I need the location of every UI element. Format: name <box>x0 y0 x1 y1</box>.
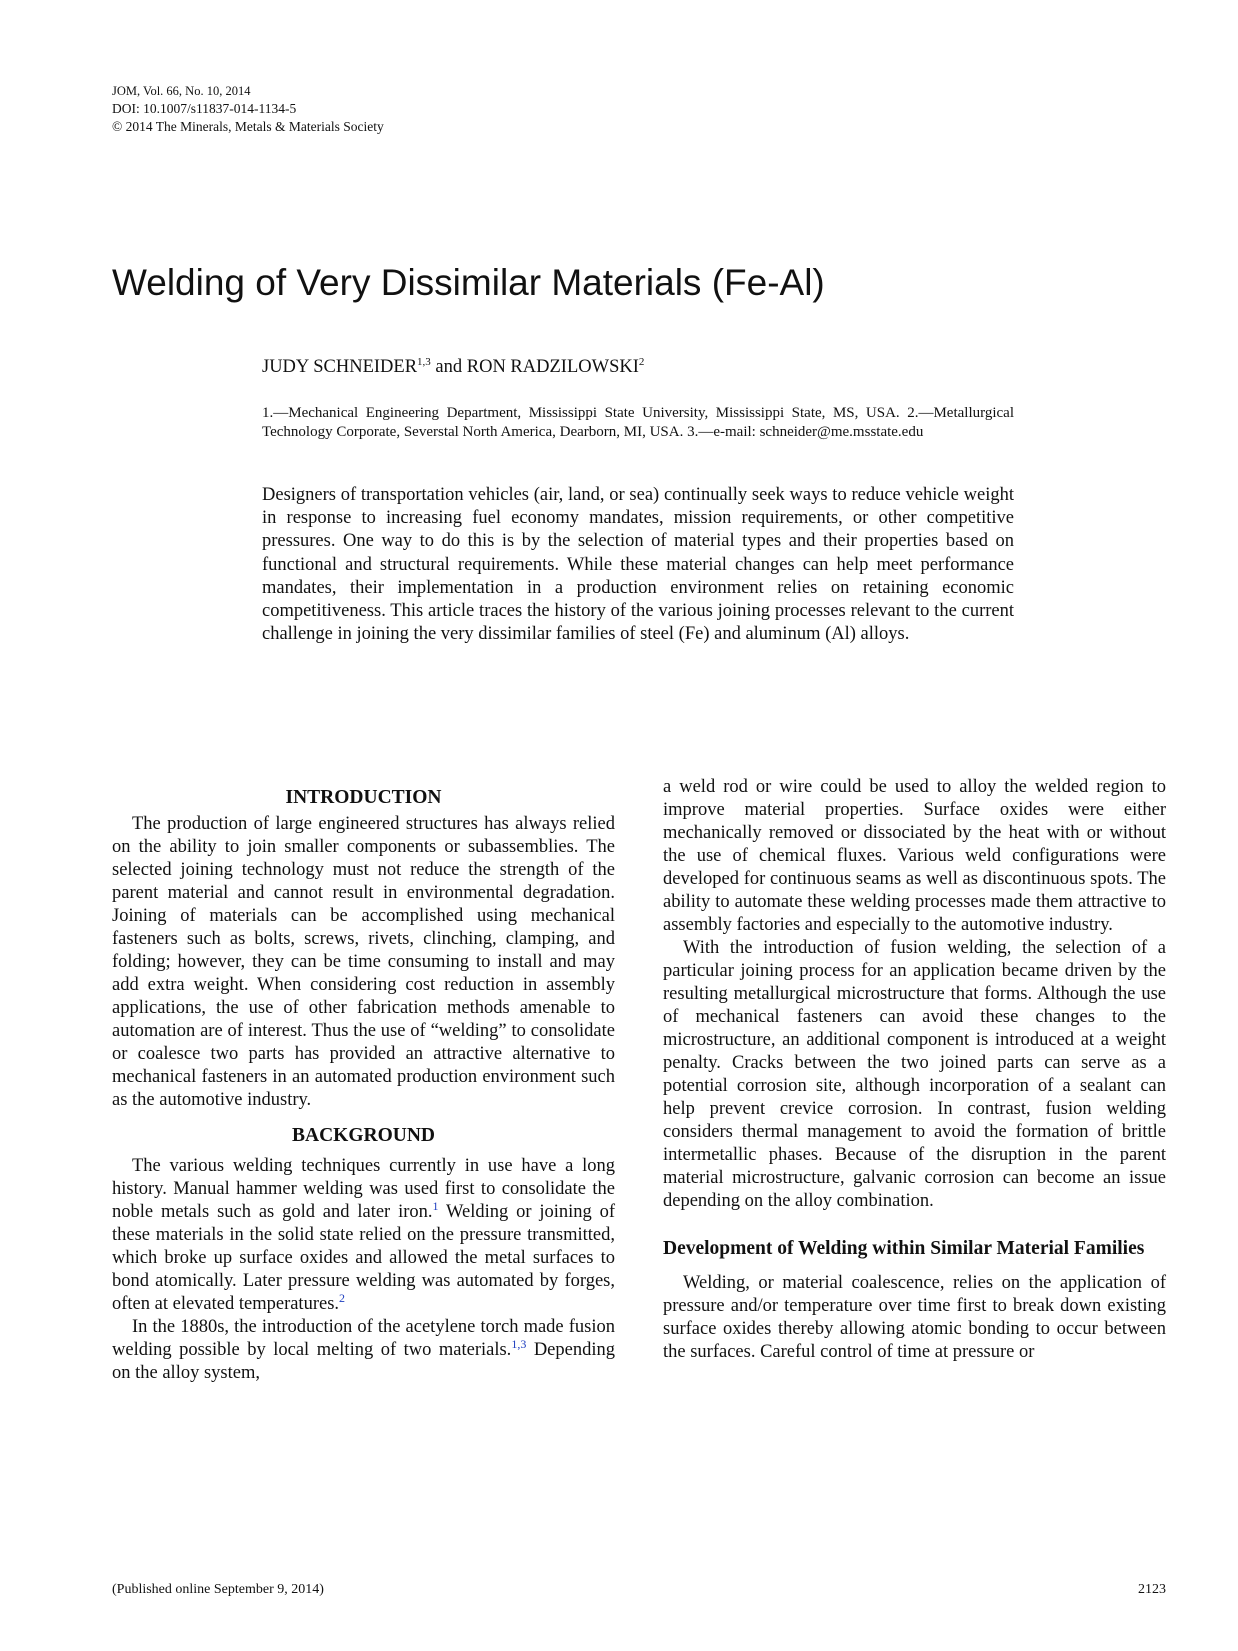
doi: DOI: 10.1007/s11837-014-1134-5 <box>112 101 297 116</box>
citation-link[interactable]: 2 <box>339 1290 346 1305</box>
fusion-welding-paragraph: With the introduction of fusion welding, the selection of a particular joining process for an application became driven by the resulting metallurgical microstructure that forms. Although the use of mechanical fasteners can avoid these changes to the microstructure, an additional component is introduced at a weight penalty. Cracks between the two joined parts can serve as a potential corrosion site, although incorporation of a sealant can help prevent crevice corrosion. In contrast, fusion welding considers thermal management to avoid the formation of brittle intermetallic phases. Because of the disruption in the parent material microstructure, galvanic corrosion can become an issue depending on the alloy combination. <box>663 938 1166 1211</box>
background-heading: BACKGROUND <box>291 1125 435 1146</box>
article-title: Welding of Very Dissimilar Materials (Fe-Al) <box>112 262 825 303</box>
background-paragraph-2 <box>112 1316 615 1385</box>
author-1: JUDY SCHNEIDER <box>262 357 418 378</box>
author-line <box>262 356 644 378</box>
author-2-affiliation: 2 <box>638 356 645 368</box>
section-subheading: Development of Welding within Similar Material Families <box>663 1238 1145 1259</box>
introduction-paragraph: The production of large engineered structures has always relied on the ability to join smaller components or subassemblies. The selected joining technology must not reduce the strength of the parent material and cannot result in environmental degradation. Joining of materials can be accomplished using mechanical fasteners such as bolts, screws, rivets, clinching, clamping, and folding; however, they can be time consuming to install and may add extra weight. When considering cost reduction in assembly applications, the use of other fabrication methods amenable to automation are of interest. Thus the use of “welding” to consolidate or coalesce two parts has provided an attractive alternative to mechanical fasteners in an automated production environment such as the automotive industry. <box>112 814 615 1110</box>
background-text: Welding or joining of these materials in the solid state relied on the pressure transmitted, which broke up surface oxides and allowed the metal surfaces to bond atomically. Later pressure welding was automated by forges, often at elevated temperatures. <box>112 1202 615 1314</box>
author-conjunction: and <box>430 357 467 378</box>
author-1-affiliation: 1,3 <box>417 356 431 368</box>
page-number: 2123 <box>1138 1582 1166 1597</box>
copyright: © 2014 The Minerals, Metals & Materials Society <box>112 119 384 134</box>
citation-link[interactable]: 1,3 <box>511 1336 527 1351</box>
coalescence-paragraph: Welding, or material coalescence, relies on the application of pressure and/or temperature over time first to break down existing surface oxides thereby allowing atomic bonding to occur between the surfaces. Careful control of time at pressure or <box>663 1273 1166 1362</box>
background-paragraph-1 <box>112 1155 615 1316</box>
background-text: Depending on the alloy system, <box>112 1340 615 1383</box>
right-column <box>663 776 1166 1364</box>
journal-citation: JOM, Vol. 66, No. 10, 2014 <box>112 84 251 98</box>
left-column <box>112 776 615 1385</box>
citation-link[interactable]: 1 <box>432 1198 439 1213</box>
continued-paragraph: a weld rod or wire could be used to alloy the welded region to improve material properties. Surface oxides were either mechanically removed or dissociated by the heat with or without the use of chemical fluxes. Various weld configurations were developed for continuous seams as well as discontinuous spots. The ability to automate these welding processes made them attractive to assembly factories and especially to the automotive industry. <box>663 777 1166 935</box>
author-2: RON RADZILOWSKI <box>466 357 639 378</box>
article-metadata <box>112 82 384 136</box>
abstract: Designers of transportation vehicles (air, land, or sea) continually seek ways to reduce vehicle weight in response to increasing fuel economy mandates, mission requirements, or other competitive pressures. One way to do this is by the selection of material types and their properties based on functional and structural requirements. While these material changes can help meet performance mandates, their implementation in a production environment relies on retaining economic competitiveness. This article traces the history of the various joining processes relevant to the current challenge in joining the very dissimilar families of steel (Fe) and aluminum (Al) alloys. <box>262 485 1014 645</box>
publication-date: (Published online September 9, 2014) <box>112 1582 324 1597</box>
affiliations: 1.—Mechanical Engineering Department, Mississippi State University, Mississippi State, MS, USA. 2.—Metallurgical Technology Corporate, Severstal North America, Dearborn, MI, USA. 3.—e-mail: schneider@me.msstate.edu <box>262 405 1014 440</box>
background-text: The various welding techniques currently in use have a long history. Manual hammer welding was used first to consolidate the noble metals such as gold and later iron. <box>112 1156 615 1222</box>
introduction-heading: INTRODUCTION <box>285 787 442 808</box>
background-text: In the 1880s, the introduction of the acetylene torch made fusion welding possible by local melting of two materials. <box>112 1317 615 1360</box>
